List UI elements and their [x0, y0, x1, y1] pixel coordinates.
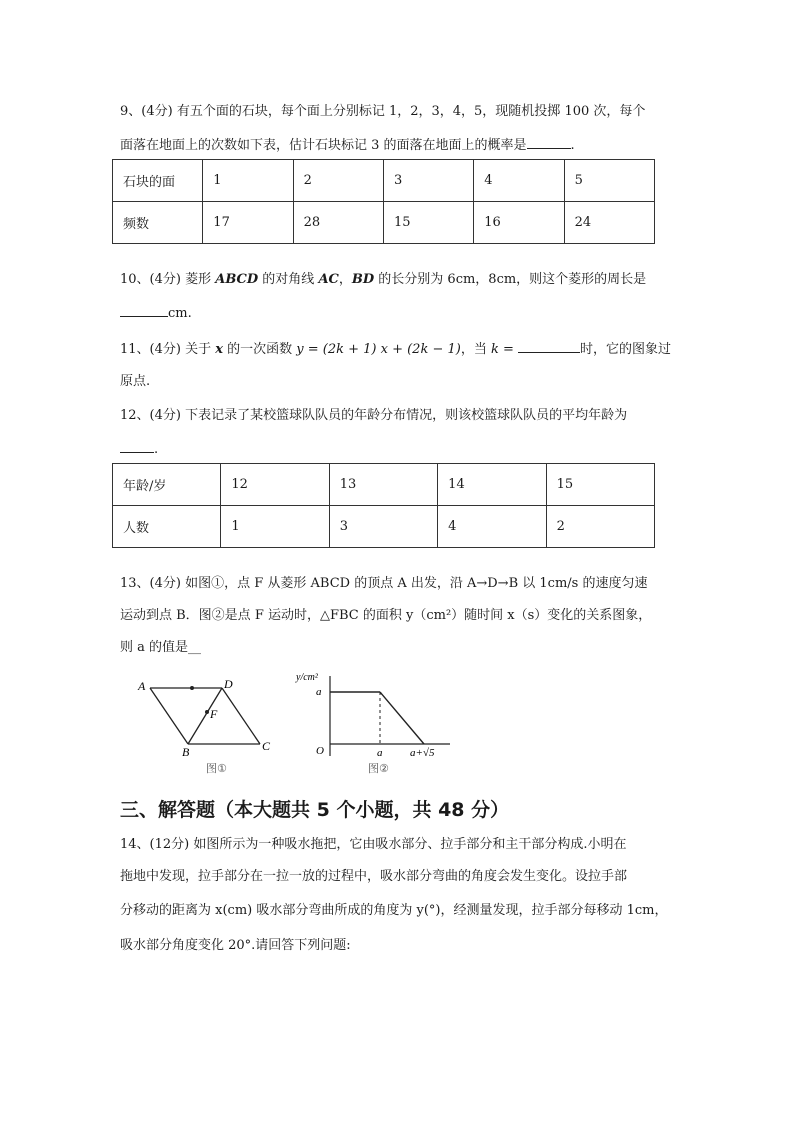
q12-answer-blank[interactable] [120, 438, 154, 453]
q14-line4: 吸水部分角度变化 20°.请回答下列问题: [120, 938, 351, 953]
fig1-label: B [182, 745, 190, 759]
section-3-heading: 三、解答题（本大题共 5 个小题，共 48 分） [120, 799, 510, 821]
q10-ac: AC [318, 272, 339, 287]
q12-table [112, 463, 655, 548]
fig1-label: C [262, 739, 271, 753]
fig2-x-end: a+√5 [410, 747, 435, 759]
table-cell: 28 [293, 202, 383, 244]
q11-line2: 原点. [120, 374, 151, 389]
q10-answer-blank[interactable] [120, 302, 168, 317]
fig1-caption: 图① [206, 762, 227, 775]
q10-text: 10、(4分) 菱形 [120, 272, 216, 287]
fig1-label: D [224, 677, 233, 691]
q11-formula: y = (2k + 1) x + (2k − 1) [296, 342, 461, 357]
table-row [113, 160, 655, 202]
q9-answer-blank[interactable] [527, 134, 571, 149]
q14-line2: 拖地中发现，拉手部分在一拉一放的过程中，吸水部分弯曲的角度会发生变化。设拉手部 [120, 869, 628, 884]
q10-unit: cm. [168, 306, 192, 321]
table-cell: 17 [203, 202, 293, 244]
table-cell: 13 [329, 464, 437, 506]
table-row [113, 202, 655, 244]
table-cell: 1 [221, 506, 329, 548]
q14-line3: 分移动的距离为 x(cm) 吸水部分弯曲所成的角度为 y(°)，经测量发现，拉手部分每移动 1cm， [120, 903, 668, 918]
table-row [113, 506, 655, 548]
table-row [113, 464, 655, 506]
q10-line1 [120, 270, 646, 290]
table-cell: 频数 [113, 202, 203, 244]
q11-text: ，当 [460, 342, 491, 357]
fig2-caption: 图② [368, 762, 389, 775]
q9-line2-end: . [570, 138, 575, 153]
q11-k: k = [490, 342, 514, 357]
table-cell: 4 [474, 160, 564, 202]
fig2-a-label: a [316, 686, 322, 698]
q13-line3: 则 a 的值是__ [120, 640, 202, 655]
table-cell: 人数 [113, 506, 221, 548]
q9-table [112, 159, 655, 244]
table-cell: 16 [474, 202, 564, 244]
table-cell: 1 [203, 160, 293, 202]
table-cell: 5 [564, 160, 654, 202]
q9-line1: 9、(4分) 有五个面的石块，每个面上分别标记 1，2，3，4，5，现随机投掷 100 次，每个 [120, 104, 646, 119]
q11-text: 11、(4分) 关于 [120, 342, 216, 357]
fig1-label: A [138, 679, 146, 693]
figure-1-rhombus [130, 670, 280, 780]
q10-bd: BD [351, 272, 375, 287]
table-cell: 2 [293, 160, 383, 202]
figure-2-graph [290, 668, 460, 780]
q10-text: 的长分别为 6cm，8cm，则这个菱形的周长是 [374, 272, 647, 287]
q9-line2 [120, 134, 575, 156]
table-cell: 15 [546, 464, 654, 506]
table-cell: 14 [438, 464, 546, 506]
table-cell: 年龄/岁 [113, 464, 221, 506]
table-cell: 2 [546, 506, 654, 548]
table-cell: 4 [438, 506, 546, 548]
q10-abcd: ABCD [215, 272, 259, 287]
q12-line1: 12、(4分) 下表记录了某校篮球队队员的年龄分布情况，则该校篮球队队员的平均年龄为 [120, 408, 628, 423]
q11-line1 [120, 338, 671, 360]
fig2-x-a: a [377, 747, 383, 759]
q11-x: x [215, 342, 223, 357]
q12-line2 [120, 438, 158, 460]
table-cell: 3 [383, 160, 473, 202]
q10-line2 [120, 302, 192, 324]
table-cell: 石块的面 [113, 160, 203, 202]
fig2-ylabel: y/cm² [296, 672, 318, 683]
q11-answer-blank[interactable] [518, 338, 580, 353]
fig2-origin: O [316, 745, 324, 757]
table-cell: 15 [383, 202, 473, 244]
table-cell: 3 [329, 506, 437, 548]
q12-end: . [154, 442, 159, 457]
table-cell: 24 [564, 202, 654, 244]
q11-text: 的一次函数 [223, 342, 297, 357]
q13-line2: 运动到点 B．图②是点 F 运动时，△FBC 的面积 y（cm²）随时间 x（s）变化的关系图象， [120, 608, 652, 623]
q11-text: 时，它的图象过 [580, 342, 672, 357]
q10-text: 的对角线 [258, 272, 319, 287]
q10-text: ， [338, 272, 352, 287]
fig1-label: F [210, 707, 218, 721]
table-cell: 12 [221, 464, 329, 506]
q9-line2-text: 面落在地面上的次数如下表，估计石块标记 3 的面落在地面上的概率是 [120, 138, 527, 153]
q14-line1: 14、(12分) 如图所示为一种吸水拖把，它由吸水部分、拉手部分和主干部分构成.小明在 [120, 837, 627, 852]
q13-line1: 13、(4分) 如图①，点 F 从菱形 ABCD 的顶点 A 出发，沿 A→D→B 以 1cm/s 的速度匀速 [120, 576, 648, 591]
